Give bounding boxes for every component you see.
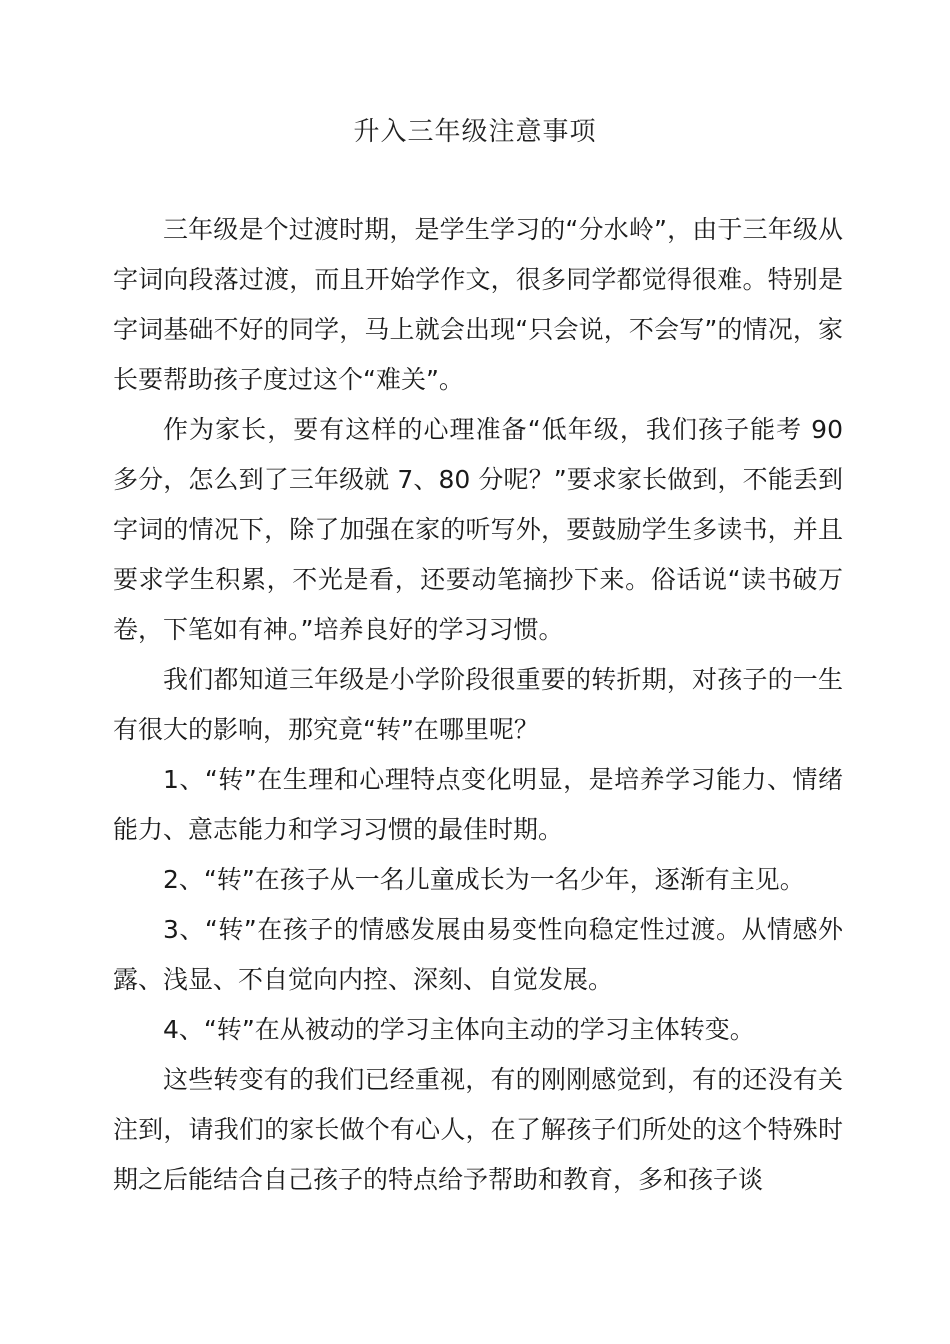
paragraph: 三年级是个过渡时期，是学生学习的“分水岭”，由于三年级从字词向段落过渡，而且开始学作文，很多同学都觉得很难。特别是字词基础不好的同学，马上就会出现“只会说，不会写”的情况，家长要帮助孩子度过这个“难关”。 — [113, 215, 843, 394]
paragraph: 我们都知道三年级是小学阶段很重要的转折期，对孩子的一生有很大的影响，那究竟“转”在哪里呢？ — [113, 665, 843, 744]
paragraph: 4、“转”在从被动的学习主体向主动的学习主体转变。 — [163, 1015, 755, 1044]
paragraph: 3、“转”在孩子的情感发展由易变性向稳定性过渡。从情感外露、浅显、不自觉向内控、深刻、自觉发展。 — [113, 915, 843, 994]
document-body — [113, 205, 843, 1205]
paragraph: 1、“转”在生理和心理特点变化明显，是培养学习能力、情绪能力、意志能力和学习习惯的最佳时期。 — [113, 765, 843, 844]
paragraph: 2、“转”在孩子从一名儿童成长为一名少年，逐渐有主见。 — [163, 865, 805, 894]
paragraph: 作为家长，要有这样的心理准备“低年级，我们孩子能考 90 多分，怎么到了三年级就 7、80 分呢？”要求家长做到，不能丢到字词的情况下，除了加强在家的听写外，要鼓励学生多读书，并且要求学生积累，不光是看，还要动笔摘抄下来。俗话说“读书破万卷，下笔如有神。”培养良好的学习习惯。 — [113, 415, 843, 644]
document-title: 升入三年级注意事项 — [353, 117, 597, 147]
paragraph: 这些转变有的我们已经重视，有的刚刚感觉到，有的还没有关注到，请我们的家长做个有心人，在了解孩子们所处的这个特殊时期之后能结合自己孩子的特点给予帮助和教育，多和孩子谈 — [113, 1065, 843, 1194]
